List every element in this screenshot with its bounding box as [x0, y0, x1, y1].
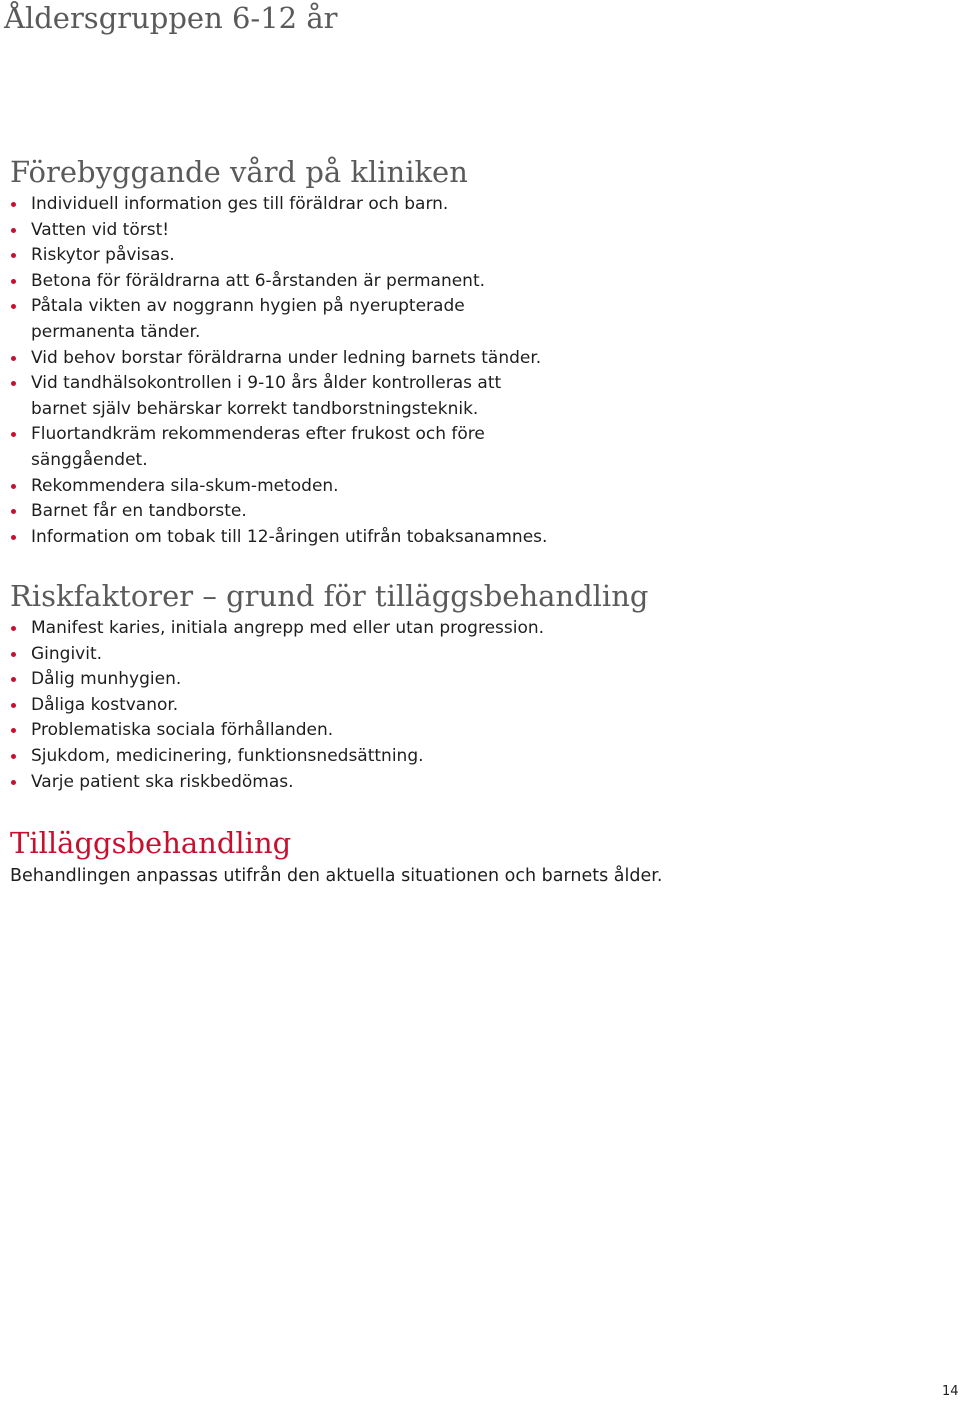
- list-item: [10, 744, 950, 770]
- list-item-text: Påtala vikten av noggrann hygien på nyerupterade: [31, 296, 465, 317]
- list-item-text: Sjukdom, medicinering, funktionsnedsättning.: [31, 745, 424, 766]
- section-forebyggande: [10, 152, 950, 550]
- bullet-dot-icon: [11, 535, 16, 540]
- list-item-text: Manifest karies, initiala angrepp med eller utan progression.: [31, 618, 545, 638]
- list-item-text: sänggåendet.: [31, 449, 148, 470]
- list-item: [10, 192, 950, 218]
- list-item-text: Information om tobak till 12-åringen utifrån tobaksanamnes.: [31, 526, 548, 547]
- bullet-dot-icon: [11, 703, 16, 708]
- bullet-dot-icon: [11, 728, 16, 733]
- list-item-text: Vid tandhälsokontrollen i 9-10 års ålder kontrolleras att: [31, 373, 502, 394]
- list-item: [10, 499, 950, 525]
- bullet-dot-icon: [11, 652, 16, 657]
- section-heading: Förebyggande vård på kliniken: [10, 155, 468, 189]
- list-item-text: Riskytor påvisas.: [31, 245, 175, 266]
- list-item-text: Vatten vid törst!: [31, 219, 170, 240]
- list-item: [10, 422, 950, 473]
- list-item: [10, 642, 950, 668]
- section-heading: Riskfaktorer – grund för tilläggsbehandling: [10, 579, 649, 613]
- bullet-dot-icon: [11, 202, 16, 207]
- list-item: [10, 294, 950, 345]
- bullet-dot-icon: [11, 381, 16, 386]
- bullet-dot-icon: [11, 432, 16, 437]
- bullet-list: [10, 192, 950, 550]
- page-number: 14: [942, 1384, 959, 1399]
- bullet-dot-icon: [11, 253, 16, 258]
- list-item-text: Rekommendera sila-skum-metoden.: [31, 475, 339, 496]
- bullet-dot-icon: [11, 484, 16, 489]
- bullet-dot-icon: [11, 356, 16, 361]
- list-item-text: Barnet får en tandborste.: [31, 501, 247, 522]
- list-item: [10, 718, 950, 744]
- list-item-text: Gingivit.: [31, 643, 103, 664]
- list-item-text: permanenta tänder.: [31, 321, 201, 342]
- list-item-text: Fluortandkräm rekommenderas efter frukost och före: [31, 424, 485, 445]
- list-item: [10, 269, 950, 295]
- list-item-text: Dålig munhygien.: [31, 669, 182, 690]
- list-item: [10, 371, 950, 422]
- body-text: Behandlingen anpassas utifrån den aktuella situationen och barnets ålder.: [10, 866, 663, 886]
- list-item-text: Problematiska sociala förhållanden.: [31, 720, 334, 741]
- bullet-dot-icon: [11, 509, 16, 514]
- bullet-dot-icon: [11, 626, 16, 631]
- list-item: [10, 667, 950, 693]
- list-item: [10, 616, 950, 642]
- section-heading: Tilläggsbehandling: [10, 826, 292, 860]
- list-item-text: barnet själv behärskar korrekt tandborstningsteknik.: [31, 398, 479, 419]
- list-item: [10, 770, 950, 796]
- list-item: [10, 218, 950, 244]
- list-item: [10, 346, 950, 372]
- list-item-text: Betona för föräldrarna att 6-årstanden är permanent.: [31, 270, 486, 291]
- bullet-dot-icon: [11, 677, 16, 682]
- bullet-dot-icon: [11, 304, 16, 309]
- bullet-dot-icon: [11, 780, 16, 785]
- list-item: [10, 243, 950, 269]
- section-riskfaktorer: [10, 576, 950, 795]
- list-item: [10, 693, 950, 719]
- list-item-text: Dåliga kostvanor.: [31, 694, 179, 715]
- page-title: Åldersgruppen 6-12 år: [4, 1, 338, 35]
- list-item: [10, 525, 950, 551]
- list-item-text: Vid behov borstar föräldrarna under ledning barnets tänder.: [31, 347, 542, 368]
- list-item: [10, 474, 950, 500]
- bullet-dot-icon: [11, 754, 16, 759]
- bullet-list: [10, 616, 950, 795]
- bullet-dot-icon: [11, 279, 16, 284]
- list-item-text: Varje patient ska riskbedömas.: [31, 771, 294, 792]
- section-tillaggsbehandling: [10, 823, 950, 889]
- list-item-text: Individuell information ges till föräldrar och barn.: [31, 194, 449, 214]
- bullet-dot-icon: [11, 228, 16, 233]
